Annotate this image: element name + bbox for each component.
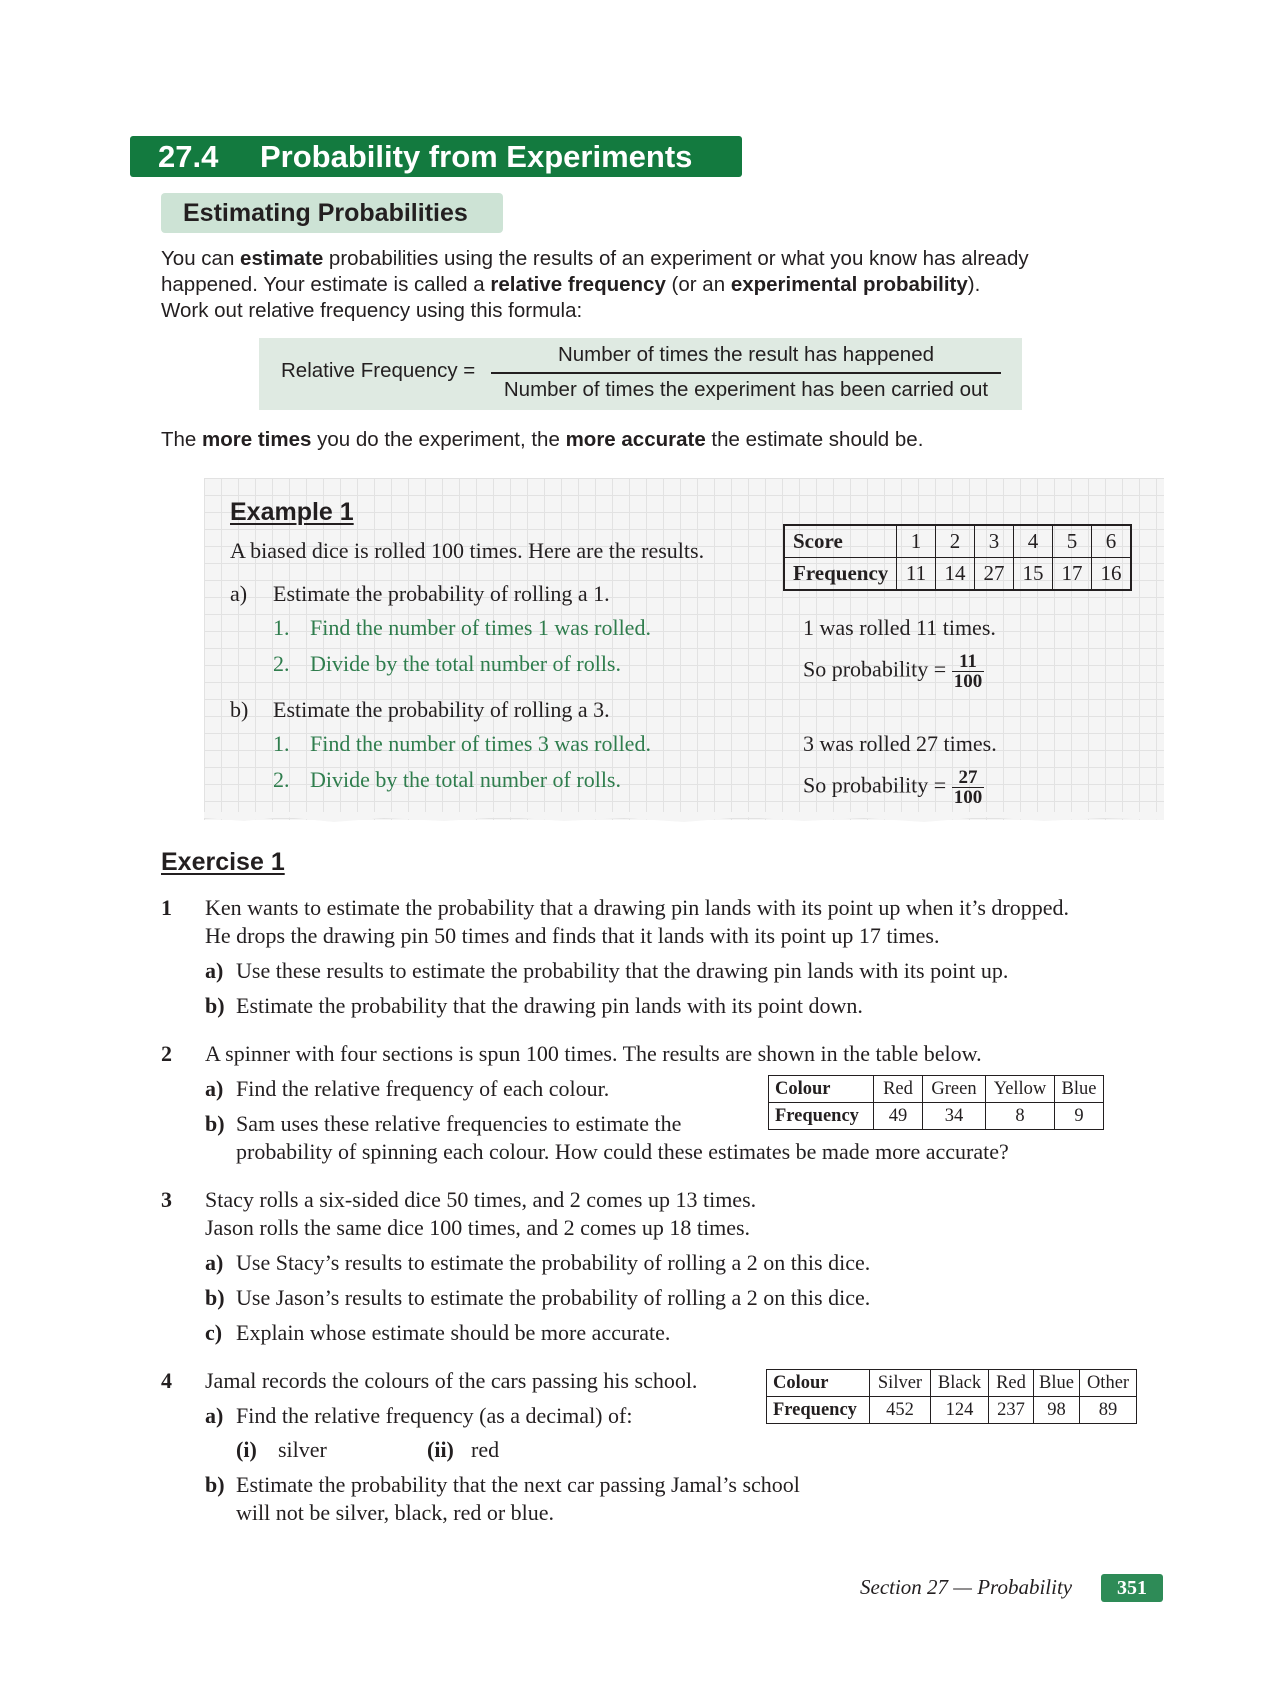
example-b-step-2: Divide by the total number of rolls. [310, 767, 621, 792]
score-frequency-table [783, 524, 1132, 591]
q3-line-1: Stacy rolls a six-sided dice 50 times, and 2 comes up 13 times. [205, 1187, 757, 1212]
q1-line-1: Ken wants to estimate the probability that a drawing pin lands with its point up when it’s dropped. [205, 895, 1069, 920]
table-header: Colour [769, 1076, 874, 1103]
table-cell: 2 [936, 525, 975, 558]
q1-part-a: Use these results to estimate the probability that the drawing pin lands with its point up. [236, 958, 1009, 983]
q2-part-b-line-1: Sam uses these relative frequencies to estimate the [236, 1111, 682, 1136]
section-title: Probability from Experiments [260, 139, 693, 174]
table-header: Frequency [784, 558, 897, 591]
example-a-answer-2: So probability = $\frac{11}{100}$ [803, 651, 983, 692]
table-cell: Silver [870, 1370, 931, 1397]
question-number: 4 [161, 1368, 172, 1393]
table-cell: 9 [1055, 1103, 1104, 1130]
table-cell: 8 [986, 1103, 1055, 1130]
q3-part-a: Use Stacy’s results to estimate the probability of rolling a 2 on this dice. [236, 1250, 871, 1275]
step-number: 1. [273, 731, 290, 756]
table-cell: 89 [1080, 1397, 1137, 1424]
intro-line-2: happened. Your estimate is called a relative frequency (or an experimental probability). [161, 273, 981, 296]
table-cell: 17 [1053, 558, 1092, 591]
question-number: 1 [161, 895, 172, 920]
table-cell: 124 [931, 1397, 989, 1424]
table-cell: Red [989, 1370, 1034, 1397]
step-number: 2. [273, 767, 290, 792]
table-cell: 4 [1014, 525, 1053, 558]
part-label: b) [205, 1285, 225, 1310]
table-header: Frequency [769, 1103, 874, 1130]
exercise-title: Exercise 1 [161, 848, 285, 876]
accuracy-note: The more times you do the experiment, the more accurate the estimate should be. [161, 428, 924, 451]
part-label: a) [205, 1250, 224, 1275]
example-a-step-2: Divide by the total number of rolls. [310, 651, 621, 676]
q1-line-2: He drops the drawing pin 50 times and finds that it lands with its point up 17 times. [205, 923, 940, 948]
example-title: Example 1 [230, 498, 354, 526]
example-a-question: Estimate the probability of rolling a 1. [273, 581, 610, 606]
table-header: Score [784, 525, 897, 558]
q3-line-2: Jason rolls the same dice 100 times, and 2 comes up 18 times. [205, 1215, 751, 1240]
example-b-label: b) [230, 697, 249, 722]
q4-line-1: Jamal records the colours of the cars passing his school. [205, 1368, 698, 1393]
page-number: 351 [1101, 1574, 1163, 1602]
step-number: 2. [273, 651, 290, 676]
example-a-answer-1: 1 was rolled 11 times. [803, 615, 996, 640]
example-a-label: a) [230, 581, 248, 606]
table-cell: Green [923, 1076, 986, 1103]
footer-section-label: Section 27 — Probability [860, 1575, 1073, 1599]
table-cell: 16 [1092, 558, 1132, 591]
table-cell: Black [931, 1370, 989, 1397]
spinner-results-table [768, 1075, 1104, 1130]
table-cell: 452 [870, 1397, 931, 1424]
table-cell: 14 [936, 558, 975, 591]
section-number: 27.4 [158, 139, 219, 174]
example-b-question: Estimate the probability of rolling a 3. [273, 697, 610, 722]
example-b-step-1: Find the number of times 3 was rolled. [310, 731, 651, 756]
formula-box [259, 338, 1022, 410]
torn-edge [204, 812, 1164, 826]
example-b-answer-1: 3 was rolled 27 times. [803, 731, 997, 756]
table-cell: 34 [923, 1103, 986, 1130]
table-cell: 11 [897, 558, 936, 591]
table-cell: Blue [1055, 1076, 1104, 1103]
table-cell: 237 [989, 1397, 1034, 1424]
table-row [769, 1076, 1104, 1103]
intro-line-3: Work out relative frequency using this formula: [161, 299, 583, 322]
table-cell: 5 [1053, 525, 1092, 558]
table-cell: 6 [1092, 525, 1132, 558]
table-row [784, 558, 1131, 591]
q3-part-c: Explain whose estimate should be more accurate. [236, 1320, 671, 1345]
question-number: 3 [161, 1187, 172, 1212]
table-header: Frequency [767, 1397, 870, 1424]
table-row [767, 1370, 1137, 1397]
q2-part-a: Find the relative frequency of each colour. [236, 1076, 610, 1101]
formula-denominator: Number of times the experiment has been carried out [503, 378, 989, 401]
table-header: Colour [767, 1370, 870, 1397]
formula-numerator: Number of times the result has happened [557, 343, 935, 366]
table-cell: 49 [874, 1103, 923, 1130]
part-label: b) [205, 1472, 225, 1497]
q4-part-b-line-2: will not be silver, black, red or blue. [236, 1500, 555, 1525]
q4-part-a: Find the relative frequency (as a decimal) of: [236, 1403, 633, 1428]
car-colours-table [766, 1369, 1137, 1424]
example-intro: A biased dice is rolled 100 times. Here are the results. [230, 538, 705, 563]
subsection-title: Estimating Probabilities [161, 193, 503, 233]
table-cell: 98 [1034, 1397, 1080, 1424]
step-number: 1. [273, 615, 290, 640]
formula-label: Relative Frequency = [281, 359, 476, 382]
q3-part-b: Use Jason’s results to estimate the probability of rolling a 2 on this dice. [236, 1285, 871, 1310]
section-title-bar [130, 136, 742, 177]
q1-part-b: Estimate the probability that the drawing pin lands with its point down. [236, 993, 863, 1018]
question-number: 2 [161, 1041, 172, 1066]
table-cell: 27 [975, 558, 1014, 591]
example-b-answer-2: So probability = $\frac{27}{100}$ [803, 767, 983, 808]
intro-line-1: You can estimate probabilities using the results of an experiment or what you know has already [161, 247, 1029, 270]
table-row [784, 525, 1131, 558]
part-label: c) [205, 1320, 223, 1345]
table-cell: 1 [897, 525, 936, 558]
probability-fraction: $\frac{11}{100}$ [953, 651, 983, 692]
table-cell: Yellow [986, 1076, 1055, 1103]
example-a-step-1: Find the number of times 1 was rolled. [310, 615, 651, 640]
q2-part-b-line-2: probability of spinning each colour. How could these estimates be made more accurate? [236, 1139, 1009, 1164]
table-cell: 15 [1014, 558, 1053, 591]
q4-part-a-ii: red [471, 1437, 500, 1462]
table-cell: Other [1080, 1370, 1137, 1397]
table-cell: 3 [975, 525, 1014, 558]
q2-line-1: A spinner with four sections is spun 100 times. The results are shown in the table below. [205, 1041, 982, 1066]
part-label: (ii) [427, 1437, 454, 1462]
table-row [769, 1103, 1104, 1130]
table-cell: Red [874, 1076, 923, 1103]
q4-part-b-line-1: Estimate the probability that the next car passing Jamal’s school [236, 1472, 800, 1497]
fraction-bar [491, 372, 1001, 374]
q4-part-a-i: silver [278, 1437, 327, 1462]
part-label: a) [205, 958, 224, 983]
part-label: (i) [236, 1437, 257, 1462]
probability-fraction: $\frac{27}{100}$ [953, 767, 983, 808]
part-label: b) [205, 1111, 225, 1136]
part-label: b) [205, 993, 225, 1018]
part-label: a) [205, 1076, 224, 1101]
table-cell: Blue [1034, 1370, 1080, 1397]
part-label: a) [205, 1403, 224, 1428]
table-row [767, 1397, 1137, 1424]
